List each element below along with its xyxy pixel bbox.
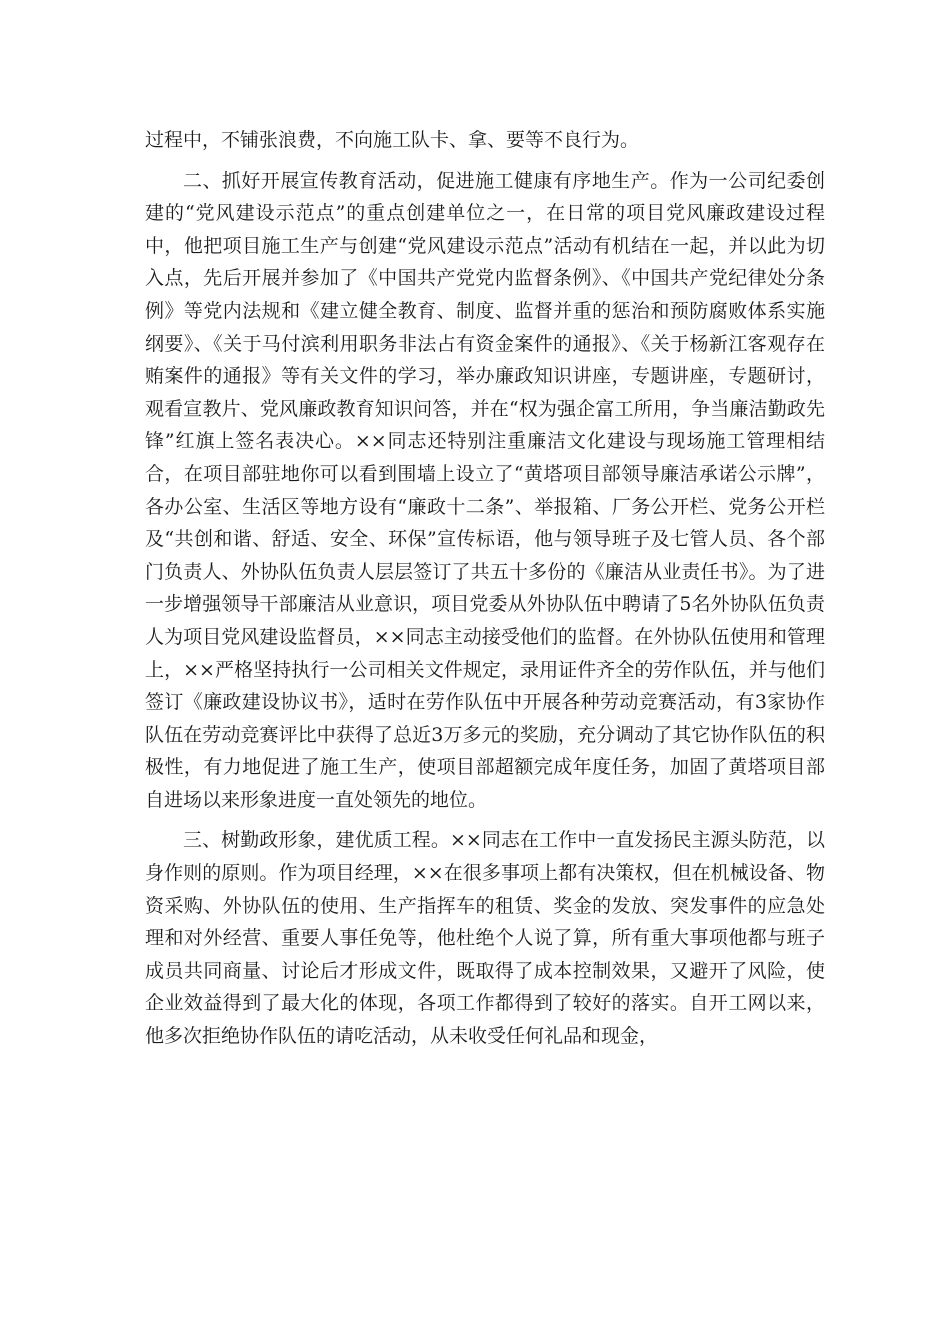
document-body <box>145 124 825 1053</box>
paragraph-section-three: 三、树勤政形象，建优质工程。××同志在工作中一直发扬民主源头防范，以身作则的原则。作为项目经理，××在很多事项上都有决策权，但在机械设备、物资采购、外协队伍的使用、生产指挥车的租赁、奖金的发放、突发事件的应急处理和对外经营、重要人事任免等，他杜绝个人说了算，所有重大事项他都与班子成员共同商量、讨论后才形成文件，既取得了成本控制效果，又避开了风险，使企业效益得到了最大化的体现，各项工作都得到了较好的落实。自开工网以来，他多次拒绝协作队伍的请吃活动，从未收受任何礼品和现金， <box>145 829 825 1048</box>
paragraph-section-two: 二、抓好开展宣传教育活动，促进施工健康有序地生产。作为一公司纪委创建的“党风建设示范点”的重点创建单位之一，在日常的项目党风廉政建设过程中，他把项目施工生产与创建“党风建设示范点”活动有机结在一起，并以此为切入点，先后开展并参加了《中国共产党党内监督条例》、《中国共产党纪律处分条例》等党内法规和《建立健全教育、制度、监督并重的惩治和预防腐败体系实施纲要》、《关于马付滨利用职务非法占有资金案件的通报》、《关于杨新江客观存在贿案件的通报》等有关文件的学习，举办廉政知识讲座，专题讲座，专题研讨，观看宣教片、党风廉政教育知识问答，并在“权为强企富工所用，争当廉洁勤政先锋”红旗上签名表决心。××同志还特别注重廉洁文化建设与现场施工管理相结合，在项目部驻地你可以看到围墙上设立了“黄塔项目部领导廉洁承诺公示牌”，各办公室、生活区等地方设有“廉政十二条”、举报箱、厂务公开栏、党务公开栏及“共创和谐、舒适、安全、环保”宣传标语，他与领导班子及七管人员、各个部门负责人、外协队伍负责人层层签订了共五十多份的《廉洁从业责任书》。为了进一步增强领导干部廉洁从业意识，项目党委从外协队伍中聘请了5名外协队伍负责人为项目党风建设监督员，××同志主动接受他们的监督。在外协队伍使用和管理上，××严格坚持执行一公司相关文件规定，录用证件齐全的劳作队伍，并与他们签订《廉政建设协议书》，适时在劳作队伍中开展各种劳动竞赛活动，有3家协作队伍在劳动竞赛评比中获得了总近3万多元的奖励，充分调动了其它协作队伍的积极性，有力地促进了施工生产，使项目部超额完成年度任务，加固了黄塔项目部自进场以来形象进度一直处领先的地位。 <box>145 169 825 811</box>
paragraph-continuation: 过程中，不铺张浪费，不向施工队卡、拿、要等不良行为。 <box>145 129 640 151</box>
